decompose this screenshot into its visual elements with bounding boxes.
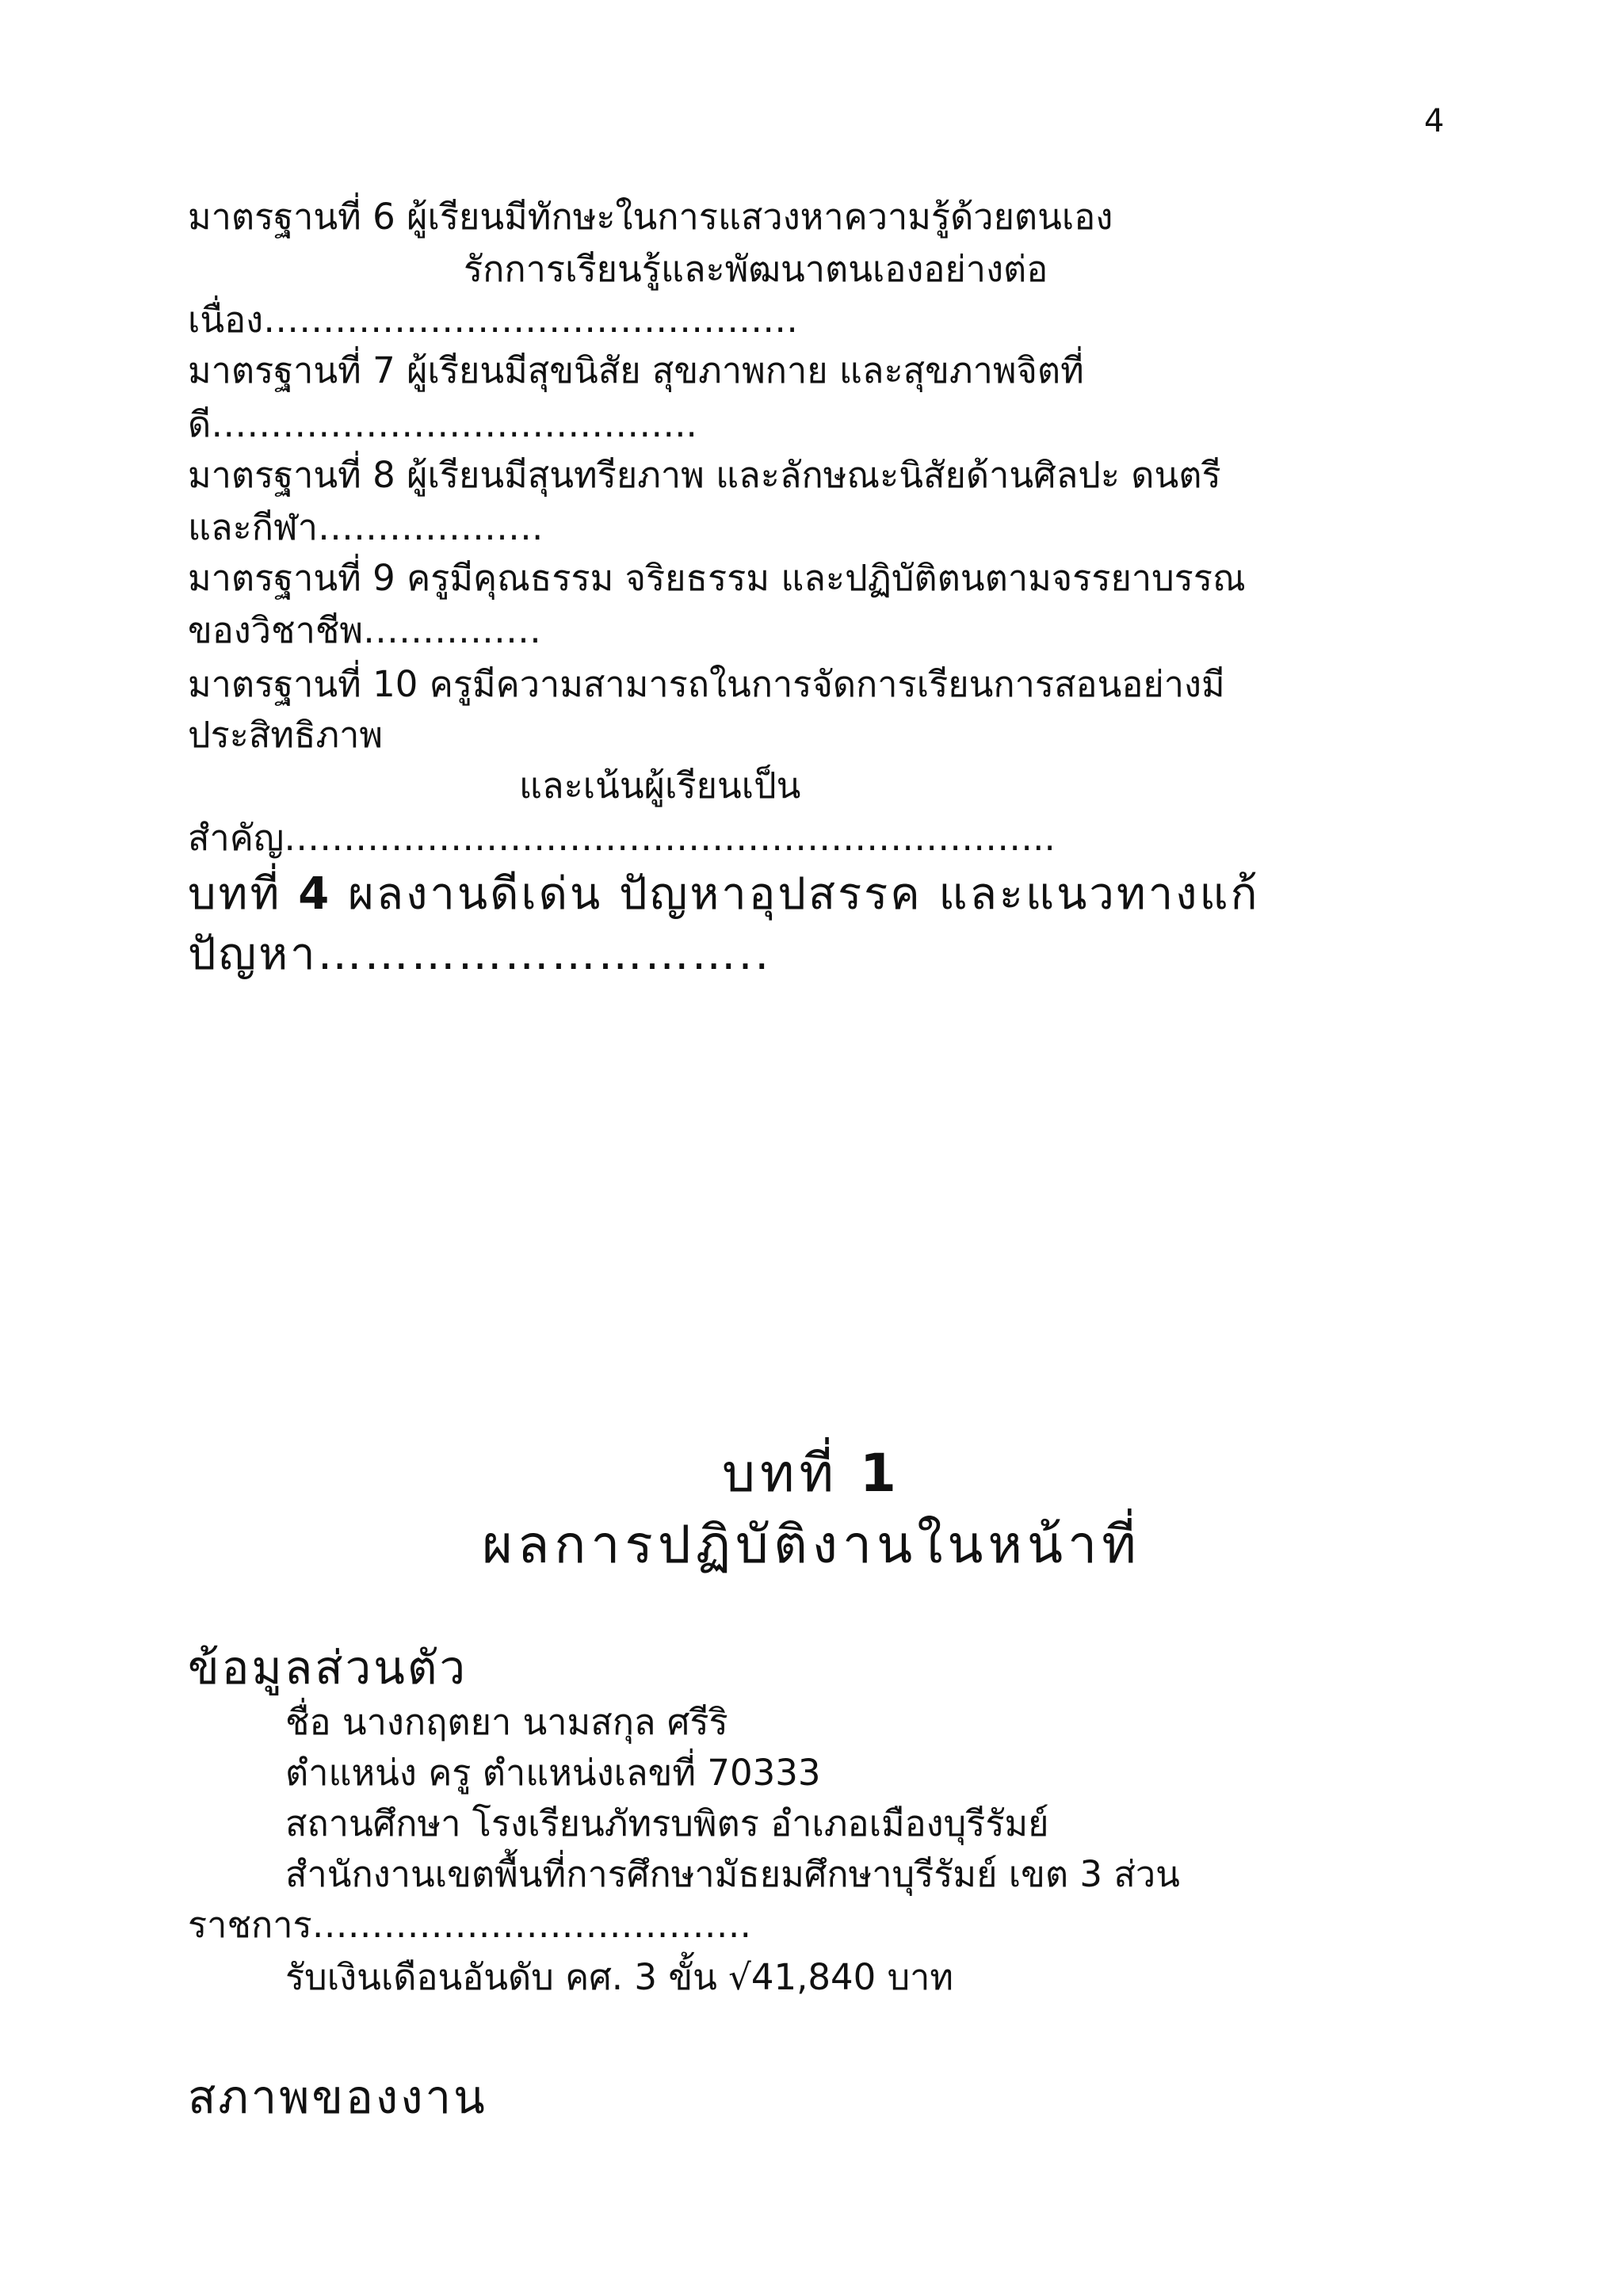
toc-chapter-4-line-1 <box>188 867 1260 922</box>
personal-position: ตำแหน่ง ครู ตำแหน่งเลขที่ 70333 <box>285 1752 821 1794</box>
personal-name: ชื่อ นางกฤตยา นามสกุล ศรีริ <box>285 1701 728 1743</box>
work-condition-heading: สภาพของงาน <box>188 2070 487 2124</box>
personal-office-line-1: สำนักงานเขตพื้นที่การศึกษามัธยมศึกษาบุรีรัมย์ เขต 3 ส่วน <box>285 1853 1180 1895</box>
chapter-label: บทที่ <box>722 1443 860 1504</box>
toc-standard-10-line-3: และเน้นผู้เรียนเป็น <box>519 765 801 807</box>
chapter-title: ผลการปฏิบัติงานในหน้าที่ <box>482 1514 1141 1575</box>
toc-chapter-4-title: ผลงานดีเด่น ปัญหาอุปสรรค และแนวทางแก้ <box>331 868 1260 920</box>
toc-chapter-4-prefix: บทที่ <box>188 868 299 920</box>
personal-salary: รับเงินเดือนอันดับ คศ. 3 ขั้น √41,840 บาท <box>285 1956 954 1998</box>
chapter-number: 1 <box>859 1443 901 1504</box>
toc-chapter-4-number: 4 <box>298 868 332 920</box>
personal-office-line-2: ราชการ………………………………. <box>188 1904 751 1946</box>
toc-chapter-4-line-2: ปัญหา……………………….. <box>188 929 772 980</box>
toc-standard-8-line-2: และกีฬา………………. <box>188 506 544 548</box>
personal-info-heading: ข้อมูลส่วนตัว <box>188 1641 468 1695</box>
page-number: 4 <box>1424 103 1445 139</box>
toc-standard-6-line-2: รักการเรียนรู้และพัฒนาตนเองอย่างต่อ <box>464 248 1048 290</box>
toc-standard-6-line-1: มาตรฐานที่ 6 ผู้เรียนมีทักษะในการแสวงหาความรู้ด้วยตนเอง <box>188 196 1113 238</box>
toc-standard-10-line-2: ประสิทธิภาพ <box>188 714 384 756</box>
toc-standard-10-line-1: มาตรฐานที่ 10 ครูมีความสามารถในการจัดการเรียนการสอนอย่างมี <box>188 663 1225 705</box>
toc-standard-7-line-1: มาตรฐานที่ 7 ผู้เรียนมีสุขนิสัย สุขภาพกาย และสุขภาพจิตที่ <box>188 349 1084 391</box>
toc-standard-8-line-1: มาตรฐานที่ 8 ผู้เรียนมีสุนทรียภาพ และลักษณะนิสัยด้านศิลปะ ดนตรี <box>188 454 1221 496</box>
chapter-heading <box>0 1442 1623 1505</box>
personal-school: สถานศึกษา โรงเรียนภัทรบพิตร อำเภอเมืองบุรีรัมย์ <box>285 1802 1049 1844</box>
toc-standard-10-line-4: สำคัญ……………………………………………………….. <box>188 817 1056 859</box>
toc-standard-6-line-3: เนื่อง……………………………………… <box>188 299 799 341</box>
toc-standard-9-line-2: ของวิชาชีพ…………… <box>188 609 542 651</box>
toc-standard-9-line-1: มาตรฐานที่ 9 ครูมีคุณธรรม จริยธรรม และปฏิบัติตนตามจรรยาบรรณ <box>188 557 1246 599</box>
toc-standard-7-line-2: ดี………………………………….. <box>188 403 697 445</box>
